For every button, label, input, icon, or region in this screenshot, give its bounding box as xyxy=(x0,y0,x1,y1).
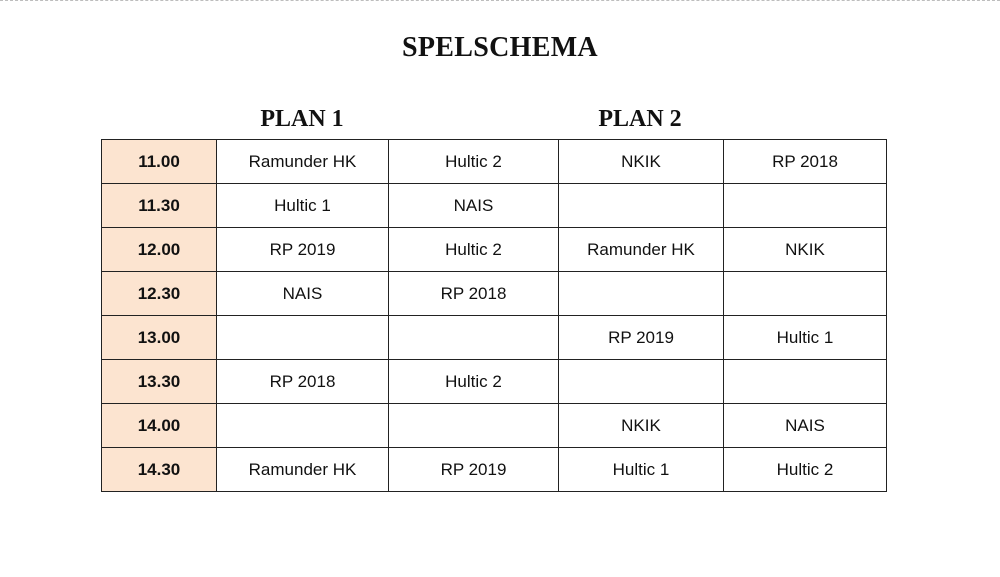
table-row xyxy=(102,228,887,272)
match-cell: NAIS xyxy=(389,184,559,228)
match-cell: NAIS xyxy=(217,272,389,316)
match-cell: Hultic 2 xyxy=(389,360,559,404)
match-cell: Hultic 2 xyxy=(389,228,559,272)
match-cell: Hultic 1 xyxy=(724,316,887,360)
page-title: SPELSCHEMA xyxy=(402,32,598,63)
match-cell xyxy=(217,404,389,448)
plan-2-heading: PLAN 2 xyxy=(598,106,682,132)
time-cell: 12.00 xyxy=(102,228,217,272)
page-top-rule xyxy=(0,0,1000,1)
time-cell: 11.30 xyxy=(102,184,217,228)
table-row xyxy=(102,448,887,492)
match-cell: NAIS xyxy=(724,404,887,448)
table-row xyxy=(102,140,887,184)
match-cell: RP 2019 xyxy=(389,448,559,492)
match-cell: RP 2018 xyxy=(389,272,559,316)
match-cell xyxy=(559,272,724,316)
table-row xyxy=(102,360,887,404)
match-cell: Hultic 2 xyxy=(724,448,887,492)
table-row xyxy=(102,404,887,448)
schedule-table xyxy=(101,139,887,492)
match-cell xyxy=(559,360,724,404)
match-cell: NKIK xyxy=(559,404,724,448)
time-cell: 12.30 xyxy=(102,272,217,316)
match-cell: RP 2019 xyxy=(559,316,724,360)
match-cell xyxy=(389,404,559,448)
match-cell: RP 2018 xyxy=(217,360,389,404)
time-cell: 14.30 xyxy=(102,448,217,492)
table-row xyxy=(102,184,887,228)
match-cell: Hultic 1 xyxy=(217,184,389,228)
match-cell xyxy=(389,316,559,360)
match-cell: NKIK xyxy=(559,140,724,184)
match-cell xyxy=(724,360,887,404)
match-cell xyxy=(217,316,389,360)
match-cell xyxy=(724,272,887,316)
time-cell: 14.00 xyxy=(102,404,217,448)
match-cell: Ramunder HK xyxy=(559,228,724,272)
table-row xyxy=(102,316,887,360)
time-cell: 13.00 xyxy=(102,316,217,360)
time-cell: 13.30 xyxy=(102,360,217,404)
plan-1-heading: PLAN 1 xyxy=(260,106,344,132)
match-cell: RP 2019 xyxy=(217,228,389,272)
table-row xyxy=(102,272,887,316)
match-cell: Ramunder HK xyxy=(217,448,389,492)
match-cell: Ramunder HK xyxy=(217,140,389,184)
match-cell: NKIK xyxy=(724,228,887,272)
match-cell: RP 2018 xyxy=(724,140,887,184)
match-cell: Hultic 2 xyxy=(389,140,559,184)
match-cell xyxy=(559,184,724,228)
time-cell: 11.00 xyxy=(102,140,217,184)
match-cell xyxy=(724,184,887,228)
match-cell: Hultic 1 xyxy=(559,448,724,492)
